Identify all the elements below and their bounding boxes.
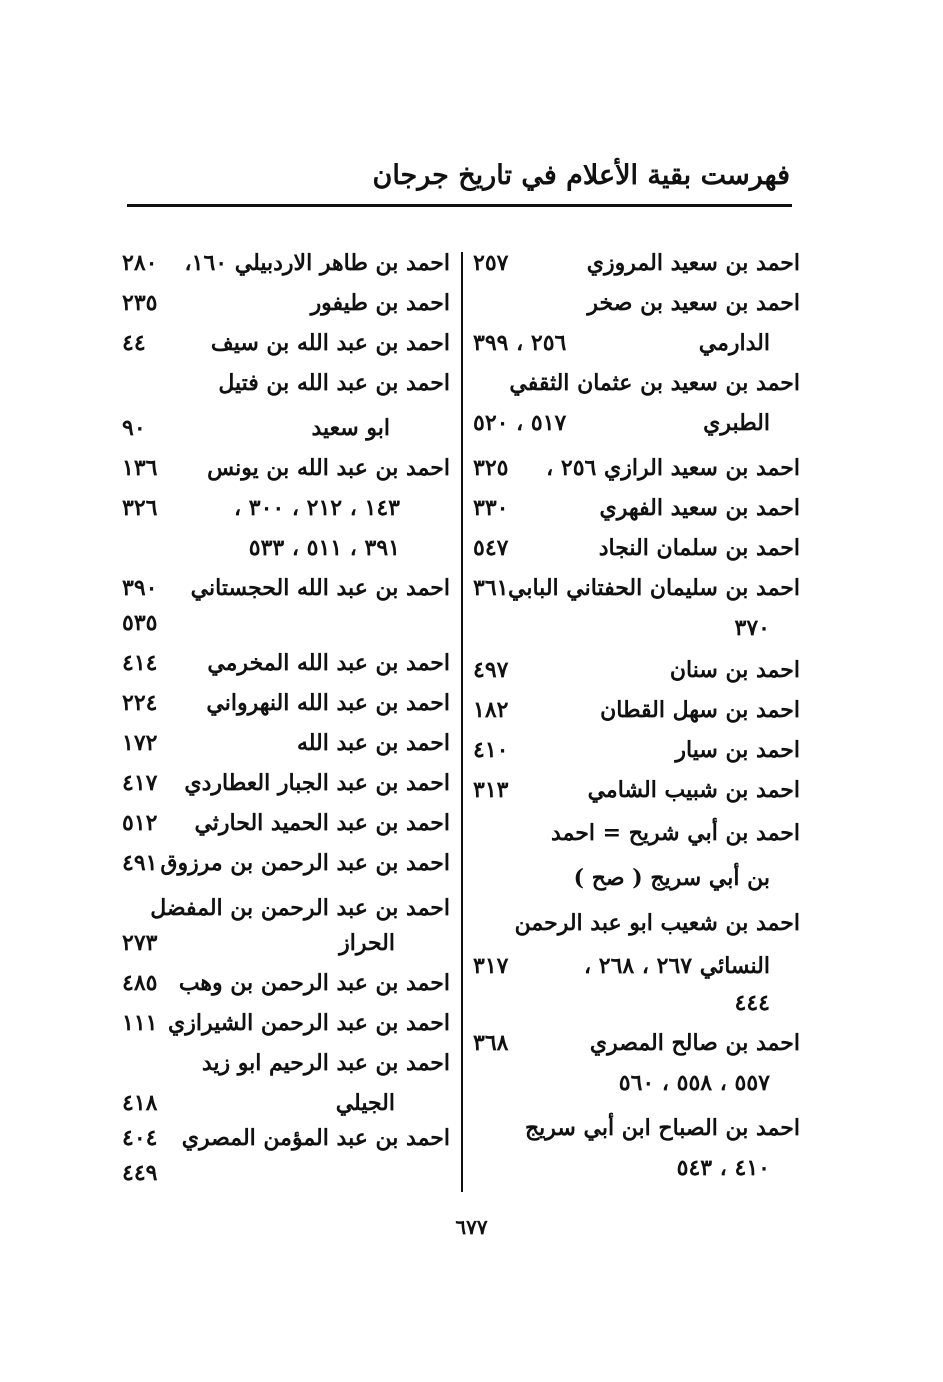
left-column-entry <box>122 645 450 681</box>
left-column-entry-name: احمد بن عبد الله المخرمي <box>207 650 450 676</box>
right-column-entry-name: احمد بن أبي شريح = احمد <box>550 820 800 846</box>
right-column-entry <box>473 948 800 984</box>
left-column-entry <box>122 1045 450 1081</box>
left-column-entry <box>122 1005 450 1041</box>
right-column-entry-pages: ٣١٧ <box>473 953 509 979</box>
right-column-entry-name: بن أبي سريج ( صح ) <box>573 865 770 891</box>
left-column-entry-name: احمد بن عبد الرحمن الشيرازي <box>168 1010 450 1036</box>
left-column-entry-name: احمد بن عبد الله النهرواني <box>206 690 450 716</box>
right-column-entry-pages: ٣٣٠ <box>473 495 509 521</box>
left-column-entry <box>122 450 450 486</box>
left-column-entry-name: احمد بن طيفور <box>310 290 450 316</box>
left-column-entry-name: احمد بن عبد الله الحجستاني <box>190 575 450 601</box>
left-column-entry-pages: ٢٣٥ <box>122 290 158 316</box>
left-column-entry <box>122 1085 450 1121</box>
left-column-entry-name: الحراز <box>339 930 395 956</box>
right-column-entry <box>473 285 800 321</box>
left-column-entry-pages: ٤١٧ <box>122 770 158 796</box>
left-column-entry-pages: ٤٤ <box>122 330 146 356</box>
left-column-entry-name: احمد بن عبد الرحمن بن مرزوق <box>160 850 450 876</box>
right-column-entry <box>473 405 800 441</box>
right-column-entry <box>473 570 800 606</box>
right-column-entry-name: الطبري <box>703 410 770 436</box>
right-column-entry-pages: ٣٦٨ <box>473 1030 509 1056</box>
right-column-entry <box>473 1065 800 1101</box>
right-column-entry-pages: ٥٤٧ <box>473 535 509 561</box>
right-column-entry-pages: ٤١٠ <box>473 737 509 763</box>
left-column-entry-pages: ٢٧٣ <box>122 930 158 956</box>
right-column-entry-name: احمد بن سعيد بن عثمان الثقفي <box>509 370 800 396</box>
right-column-entry-name: احمد بن سلمان النجاد <box>598 535 800 561</box>
left-column-entry-name: ٣٩١ ، ٥١١ ، ٥٣٣ <box>248 535 400 561</box>
right-column-entry-name: احمد بن شبيب الشامي <box>587 777 800 803</box>
left-column-entry <box>122 685 450 721</box>
right-column-entry-pages: ٣٦١ <box>473 575 509 601</box>
left-column-entry-name: احمد بن عبد المؤمن المصري <box>181 1125 450 1151</box>
right-column-entry <box>473 860 800 896</box>
right-column-entry-name: ٣٧٠ <box>734 615 770 641</box>
left-column-entry <box>122 325 450 361</box>
right-column-entry-name: احمد بن سليمان الحفتاني البابي <box>508 575 800 601</box>
left-column-entry-name: احمد بن عبد الرحيم ابو زيد <box>201 1050 450 1076</box>
left-column-entry <box>122 285 450 321</box>
right-column-entry-pages: ٥١٧ ، ٥٢٠ <box>473 410 567 436</box>
right-column-entry <box>473 692 800 728</box>
left-column-entry-pages: ٢٢٤ <box>122 690 158 716</box>
left-column-entry-pages: ١١١ <box>122 1010 158 1036</box>
right-column-entry-name: احمد بن الصباح ابن أبي سريج <box>524 1115 800 1141</box>
right-column-entry-pages: ١٨٢ <box>473 697 509 723</box>
page-title: فهرست بقية الأعلام في تاريخ جرجان <box>372 160 790 191</box>
left-column-entry <box>122 530 450 566</box>
left-column-entry-name: احمد بن عبد الحميد الحارثي <box>194 810 450 836</box>
right-column-entry <box>473 1150 800 1186</box>
left-column-entry <box>122 245 450 281</box>
left-column-entry-pages: ٣٩٠ <box>122 575 158 601</box>
right-column-entry <box>473 245 800 281</box>
left-column-entry-pages: ١٣٦ <box>122 455 158 481</box>
left-column-entry-pages: ٤٠٤ <box>122 1125 158 1151</box>
left-column-entry <box>122 605 450 641</box>
page-number: ٦٧٧ <box>455 1215 488 1239</box>
right-column-entry <box>473 985 800 1021</box>
left-column-entry-name: احمد بن عبد الرحمن بن وهب <box>178 970 450 996</box>
left-column-entry-pages: ٣٢٦ <box>122 495 158 521</box>
right-column-entry-name: احمد بن سعيد بن صخر <box>587 290 800 316</box>
right-column-entry <box>473 815 800 851</box>
left-column-entry-name: احمد بن عبد الجبار العطاردي <box>184 770 450 796</box>
left-column-entry <box>122 845 450 881</box>
left-column-entry-name: ١٤٣ ، ٢١٢ ، ٣٠٠ ، <box>234 495 400 521</box>
left-column-entry-name: احمد بن طاهر الاردبيلي ١٦٠، <box>184 250 450 276</box>
right-column-entry <box>473 1025 800 1061</box>
left-column-entry-name: ابو سعيد <box>311 415 390 441</box>
right-column-entry-name: ٥٥٧ ، ٥٥٨ ، ٥٦٠ <box>618 1070 770 1096</box>
right-column-entry-name: احمد بن صالح المصري <box>589 1030 800 1056</box>
right-column-entry-name: الدارمي <box>698 330 770 356</box>
left-column-entry-pages: ٩٠ <box>122 415 146 441</box>
right-column-entry-name: احمد بن سنان <box>669 657 800 683</box>
right-column-entry-name: احمد بن سعيد المروزي <box>586 250 800 276</box>
left-column-entry-name: احمد بن عبد الله <box>296 730 450 756</box>
left-column-entry-pages: ٤٨٥ <box>122 970 158 996</box>
left-column-entry <box>122 765 450 801</box>
right-column-entry-name: احمد بن سيار <box>675 737 800 763</box>
right-column-entry-pages: ٤٩٧ <box>473 657 509 683</box>
left-column-entry-pages: ١٧٢ <box>122 730 158 756</box>
left-column-entry <box>122 1155 450 1191</box>
right-column-entry <box>473 732 800 768</box>
left-column-entry <box>122 805 450 841</box>
left-column-entry-pages: ٥١٢ <box>122 810 158 836</box>
right-column-entry-name: احمد بن سعيد الرازي ٢٥٦ ، <box>546 455 800 481</box>
left-column-entry <box>122 490 450 526</box>
right-column-entry-name: احمد بن سعيد الفهري <box>599 495 800 521</box>
right-column-entry-name: احمد بن شعيب ابو عبد الرحمن <box>514 910 800 936</box>
left-column-entry <box>122 965 450 1001</box>
right-column-entry-name: احمد بن سهل القطان <box>600 697 800 723</box>
left-column-entry-pages: ٢٨٠ <box>122 250 158 276</box>
left-column-entry-name: احمد بن عبد الله بن فتيل <box>218 370 450 396</box>
column-divider <box>461 252 463 1192</box>
left-column-entry-name: احمد بن عبد الرحمن بن المفضل <box>150 895 450 921</box>
left-column-entry <box>122 365 450 401</box>
right-column-entry-name: النسائي ٢٦٧ ، ٢٦٨ ، <box>584 953 770 979</box>
right-column-entry <box>473 772 800 808</box>
left-column-entry-pages: ٤١٨ <box>122 1090 158 1116</box>
right-column-entry-name: ٤٤٤ <box>734 990 770 1016</box>
left-column-entry <box>122 725 450 761</box>
right-column-entry <box>473 450 800 486</box>
right-column-entry <box>473 652 800 688</box>
left-column-entry-pages: ٤٩١ <box>122 850 158 876</box>
left-column-entry-pages: ٤٤٩ <box>122 1160 158 1186</box>
left-column-entry-pages: ٤١٤ <box>122 650 158 676</box>
right-column-entry-pages: ٣٢٥ <box>473 455 509 481</box>
right-column-entry-pages: ٣١٣ <box>473 777 509 803</box>
left-column-entry <box>122 890 450 926</box>
right-column-entry-pages: ٢٥٦ ، ٣٩٩ <box>473 330 567 356</box>
right-column-entry-name: ٤١٠ ، ٥٤٣ <box>676 1155 770 1181</box>
right-column-entry <box>473 490 800 526</box>
left-column-entry-name: الجيلي <box>335 1090 395 1116</box>
right-column-entry <box>473 530 800 566</box>
right-column-entry <box>473 1110 800 1146</box>
left-column-entry-name: احمد بن عبد الله بن سيف <box>210 330 450 356</box>
right-column-entry <box>473 905 800 941</box>
right-column-entry <box>473 610 800 646</box>
header-rule <box>127 204 792 207</box>
left-column-entry <box>122 410 450 446</box>
left-column-entry-pages: ٥٣٥ <box>122 610 158 636</box>
left-column-entry-name: احمد بن عبد الله بن يونس <box>207 455 450 481</box>
right-column-entry <box>473 365 800 401</box>
right-column-entry-pages: ٢٥٧ <box>473 250 509 276</box>
left-column-entry <box>122 570 450 606</box>
right-column-entry <box>473 325 800 361</box>
left-column-entry <box>122 1120 450 1156</box>
left-column-entry <box>122 925 450 961</box>
